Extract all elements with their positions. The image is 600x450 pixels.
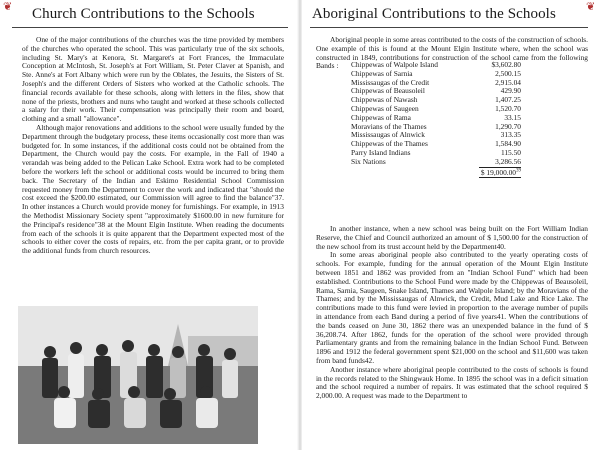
band-name: Mississaugas of the Credit — [351, 77, 430, 87]
feather-mark-icon: ❦ — [586, 1, 596, 13]
band-contributions-table — [351, 61, 521, 178]
total-amount — [479, 167, 521, 178]
band-name: Six Nations — [351, 156, 386, 166]
band-name: Chippewas of Saugeen — [351, 103, 419, 113]
band-name: Chippewas of Sarnia — [351, 68, 413, 78]
right-body-text — [316, 225, 588, 401]
band-amount: 1,407.25 — [495, 95, 521, 105]
table-total-row — [351, 167, 521, 178]
title-rule — [310, 27, 588, 28]
band-amount: $3,602.80 — [491, 60, 521, 69]
paragraph: Aboriginal people in some areas contributed to the costs of the construction of schools. One example of this is found at the Mount Elgin Institute where, when the school was constructed in 1849, contributions for construction of the school came from the following Bands : — [316, 35, 588, 71]
paragraph: Another instance where aboriginal people contributed to the costs of schools is found in the records related to the Shingwauk Home. In 1895 the school was in a deficit situation and the school required a number of repairs. It was estimated that the school required $ 2,000.00. A request was made to the Department to — [316, 364, 588, 401]
band-amount: 2,500.15 — [495, 68, 521, 78]
paragraph: One of the major contributions of the churches was the time provided by members of the churches who operated the school. This was particularly true of the six schools, including St. Mary's at Kenora, St. Margaret's at Fort Frances, the Immaculate Conception at McIntosh, St. Joseph's at Fort William, St. Peter Claver at Spanish, and Ste. Anne's at Fort Albany which were run by the Oblates, the Jesuits, the Sisters of St. Joseph's and the different Orders of Sisters who worked at the Catholic schools. The financial records available for these schools, along with letters in the files, show that none of the priests, brothers and nuns who taught and worked at these schools collected a salary for their work. Their compensation was principally their room and board, clothing and a small "allowance". — [22, 35, 284, 124]
band-name: Moravians of the Thames — [351, 121, 427, 131]
table-row — [351, 158, 521, 167]
paragraph: In some areas aboriginal people also contributed to the yearly operating costs of schools. For example, funding for the annual operation of the Mount Elgin Institute between 1851 and 1862 was provided from an "Indian School Fund" which had been established. Contributions to the School Fund were made by the Chippewas of Beausoleil, Rama, Sarnia, Saugeen, Snake Island, Thames and Walpole Island; by the Moravians of the Thames; and by the Mississaugas of Alnwick, the Credit, Mud Lake and Rice Lake. The contributions made to this fund were levied in proportion to the average number of pupils in attendance from each Band during a period of five years41. When the contributions of the bands ceased on June 30, 1862 there was an unexpended balance in the fund of $ 36,208.74. After 1862, funds for the operation of the school were provided through Parliamentary grants and from the remaining balance in the Indian School Fund. Between 1896 and 1912 the federal government spent $21,000 on the school and $11,600 was taken from band funds42. — [316, 250, 588, 365]
band-amount: 429.90 — [500, 86, 521, 96]
left-body-text — [22, 36, 284, 256]
total-value: $ 19,000.00 — [480, 167, 516, 177]
right-page — [302, 0, 600, 450]
title-rule — [12, 27, 288, 28]
band-name: Chippewas of Rama — [351, 112, 411, 122]
historical-group-photo — [18, 306, 258, 444]
total-label-spacer — [351, 167, 479, 178]
band-amount: 3,286.56 — [479, 158, 521, 167]
feather-mark-icon: ❦ — [3, 1, 13, 13]
band-amount: 33.15 — [504, 112, 521, 122]
band-amount: 313.35 — [500, 130, 521, 140]
left-page-title: Church Contributions to the Schools — [32, 6, 255, 22]
band-name: Chippewas of Nawash — [351, 95, 418, 105]
left-page — [0, 0, 298, 450]
right-page-title: Aboriginal Contributions to the Schools — [312, 6, 556, 22]
band-name: Mississaugas of Alnwick — [351, 130, 425, 140]
paragraph: In another instance, when a new school was being built on the Fort William Indian Reserve, the Chief and Council authorized an amount of $ 1,500.00 for the construction of the new school from its trust account held by the Department40. — [316, 224, 588, 251]
paragraph: Although major renovations and additions to the school were usually funded by the Department through the budgetary process, these items occasionally cost more than was budgeted for. In some instances, if the additional costs could not be obtained from the Department, the Church would pay the costs. For example, in the Fall of 1940 a verandah was being added to the Pelican Lake School. Extra work had to be completed before the workers left the school or additional costs would be incurred to bring them back. The Secretary of the Indian and Eskimo Residential School Commission requested money from the Department to cover the work and indicated that "should the cost exceed the $200.00 estimated, our Commission will agree to find the balance"37. In other instances a Church would provide money for furnishings. For example, in 1913 the Methodist Missionary Society spent "approximately $1600.00 in new furniture for the Principal's residence"38 at the Mount Elgin Institute. When reading the documents from each of the schools it is quite apparent that the Department expected most of the schools to either cover the costs of repairs, etc. from the per capita grant, or to provide the additional funds from church resources. — [22, 122, 284, 256]
band-name: Chippewas of the Thames — [351, 139, 428, 149]
band-amount: 1,584.90 — [495, 139, 521, 149]
band-name: Chippewas of Walpole Island — [351, 60, 438, 69]
band-amount: 1,290.70 — [495, 121, 521, 131]
band-amount: 2,915.04 — [495, 77, 521, 87]
band-amount: 115.50 — [500, 147, 521, 157]
band-name: Parry Island Indians — [351, 147, 411, 157]
band-amount: 1,520.70 — [495, 103, 521, 113]
band-name: Chippewas of Beausoleil — [351, 86, 425, 96]
footnote-marker: 39 — [516, 168, 521, 174]
